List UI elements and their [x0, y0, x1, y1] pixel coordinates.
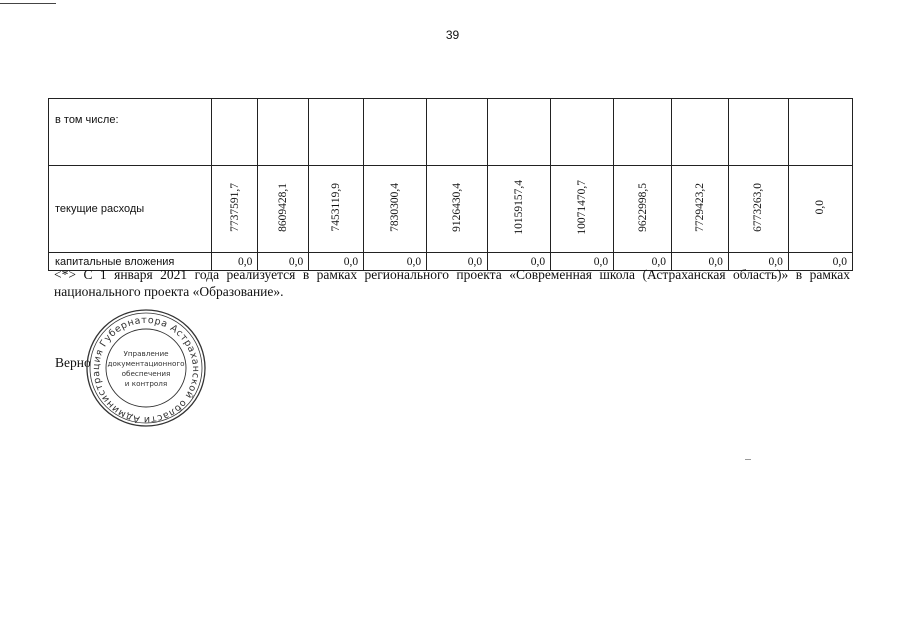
cell-value: 7737591,7 — [228, 183, 241, 232]
row-label: в том числе: — [49, 99, 212, 166]
table-cell — [788, 99, 852, 166]
table-cell: 0,0 — [309, 253, 364, 271]
cell-value: 7729423,2 — [693, 183, 706, 232]
table-cell — [309, 166, 364, 253]
table-cell: 0,0 — [614, 253, 672, 271]
table-cell — [427, 166, 488, 253]
stamp-line: и контроля — [124, 379, 168, 388]
scan-mark — [745, 459, 751, 460]
table-cell — [364, 99, 427, 166]
stamp-line: обеспечения — [121, 369, 171, 378]
row-label: текущие расходы — [49, 166, 212, 253]
page-number: 39 — [445, 28, 460, 42]
table-cell — [614, 166, 672, 253]
table-cell — [551, 166, 614, 253]
row-label: капитальные вложения — [49, 253, 212, 271]
cell-value: 9126430,4 — [451, 183, 464, 232]
table-cell — [364, 166, 427, 253]
cell-value: 0,0 — [814, 200, 827, 215]
table-cell: 0,0 — [551, 253, 614, 271]
cell-value: 10071470,7 — [576, 180, 589, 235]
table-cell: 0,0 — [364, 253, 427, 271]
table-cell — [488, 99, 551, 166]
stamp-ring-text: Администрация Губернатора Астраханской области — [90, 314, 202, 426]
table-cell — [728, 99, 788, 166]
verno-label: Верно — [55, 355, 91, 370]
table-cell — [427, 99, 488, 166]
table-cell — [258, 166, 309, 253]
budget-table — [48, 98, 853, 271]
cell-value: 10159157,4 — [513, 180, 526, 235]
table-cell — [672, 166, 729, 253]
table-cell: 0,0 — [728, 253, 788, 271]
table-cell: 0,0 — [788, 253, 852, 271]
table-cell — [211, 166, 258, 253]
table-cell: 0,0 — [488, 253, 551, 271]
cell-value: 7830300,4 — [389, 183, 402, 232]
table-cell — [672, 99, 729, 166]
table-cell — [211, 99, 258, 166]
official-stamp — [84, 307, 208, 429]
table-cell — [728, 166, 788, 253]
footnote: <*> С 1 января 2021 года реализуется в рамках регионального проекта «Современная школа (Астраханская область)» в рамках национального проекта «Образование». — [54, 267, 850, 299]
table-cell — [309, 99, 364, 166]
table-cell: 0,0 — [672, 253, 729, 271]
table-cell — [258, 99, 309, 166]
table-cell — [488, 166, 551, 253]
cell-value: 9622998,5 — [636, 183, 649, 232]
table-row — [49, 166, 853, 253]
cell-value: 6773263,0 — [752, 183, 765, 232]
table-row — [49, 99, 853, 166]
table-cell: 0,0 — [427, 253, 488, 271]
stamp-line: Управление — [123, 349, 169, 358]
top-rule — [0, 3, 56, 4]
table-cell: 0,0 — [258, 253, 309, 271]
cell-value: 8609428,1 — [277, 183, 290, 232]
table-cell — [614, 99, 672, 166]
stamp-line: документационного — [107, 359, 185, 368]
table-cell — [551, 99, 614, 166]
cell-value: 7453119,9 — [330, 183, 343, 232]
table-cell: 0,0 — [211, 253, 258, 271]
table-cell — [788, 166, 852, 253]
